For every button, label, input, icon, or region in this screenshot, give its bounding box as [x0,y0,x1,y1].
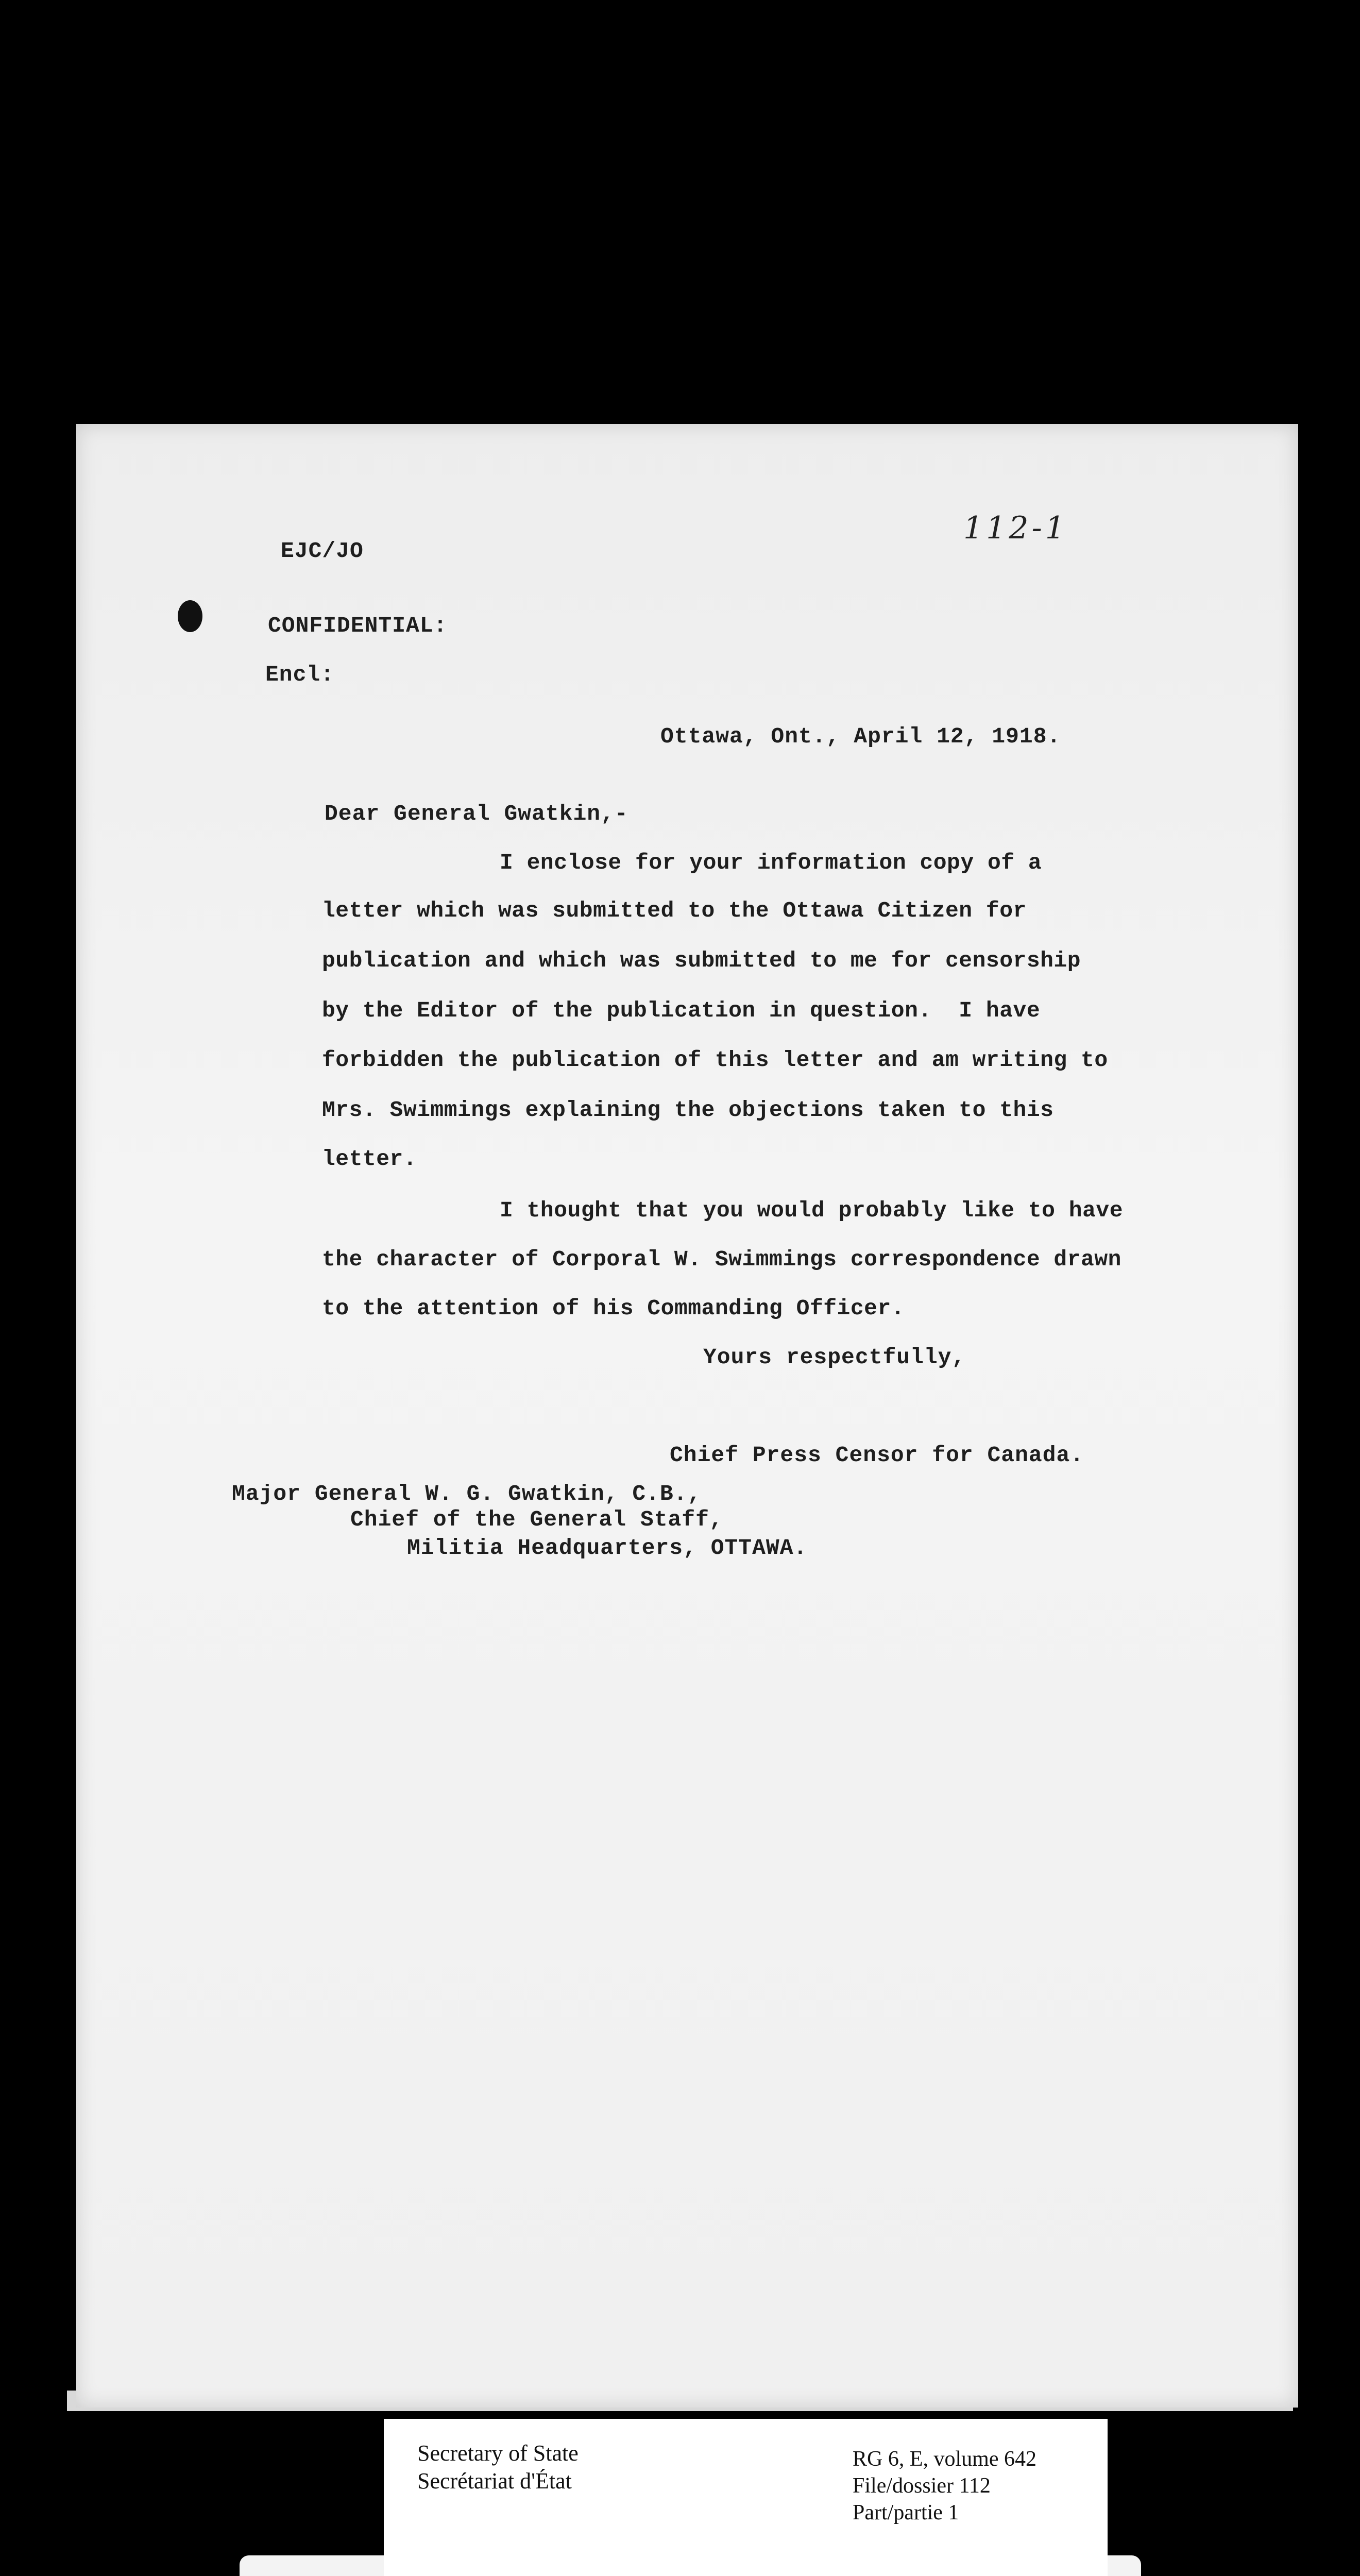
paragraph-line: to the attention of his Commanding Officer. [322,1296,905,1321]
paragraph-line: forbidden the publication of this letter and am writing to [322,1047,1108,1073]
salutation: Dear General Gwatkin,- [325,801,628,826]
label-reference: RG 6, E, volume 642 File/dossier 112 Part/partie 1 [853,2447,1036,2524]
addressee-line: Militia Headquarters, OTTAWA. [407,1535,808,1561]
paragraph-line: Mrs. Swimmings explaining the objections taken to this [322,1097,1054,1123]
folio-number: 112-1 [963,510,1068,546]
paragraph-line: I enclose for your information copy of a [500,850,1042,875]
archive-label [384,2419,1108,2576]
paragraph-line: letter which was submitted to the Ottawa Citizen for [322,898,1027,923]
reference-code: EJC/JO [281,538,364,564]
label-department: Secretary of State Secrétariat d'État [417,2441,579,2494]
punch-hole [178,600,202,632]
paragraph-line: I thought that you would probably like to have [500,1198,1123,1223]
paragraph-line: letter. [322,1146,417,1172]
closing: Yours respectfully, [703,1345,966,1370]
addressee-line: Major General W. G. Gwatkin, C.B., [232,1481,702,1506]
paragraph-line: publication and which was submitted to me for censorship [322,948,1081,973]
paragraph-line: the character of Corporal W. Swimmings correspondence drawn [322,1247,1121,1272]
classification: CONFIDENTIAL: [268,613,448,638]
paragraph-line: by the Editor of the publication in question. I have [322,998,1041,1023]
addressee-line: Chief of the General Staff, [350,1507,723,1532]
dateline: Ottawa, Ont., April 12, 1918. [660,724,1061,749]
enclosure-note: Encl: [265,662,335,687]
signature-title: Chief Press Censor for Canada. [670,1443,1084,1468]
letter-page [76,424,1298,2408]
